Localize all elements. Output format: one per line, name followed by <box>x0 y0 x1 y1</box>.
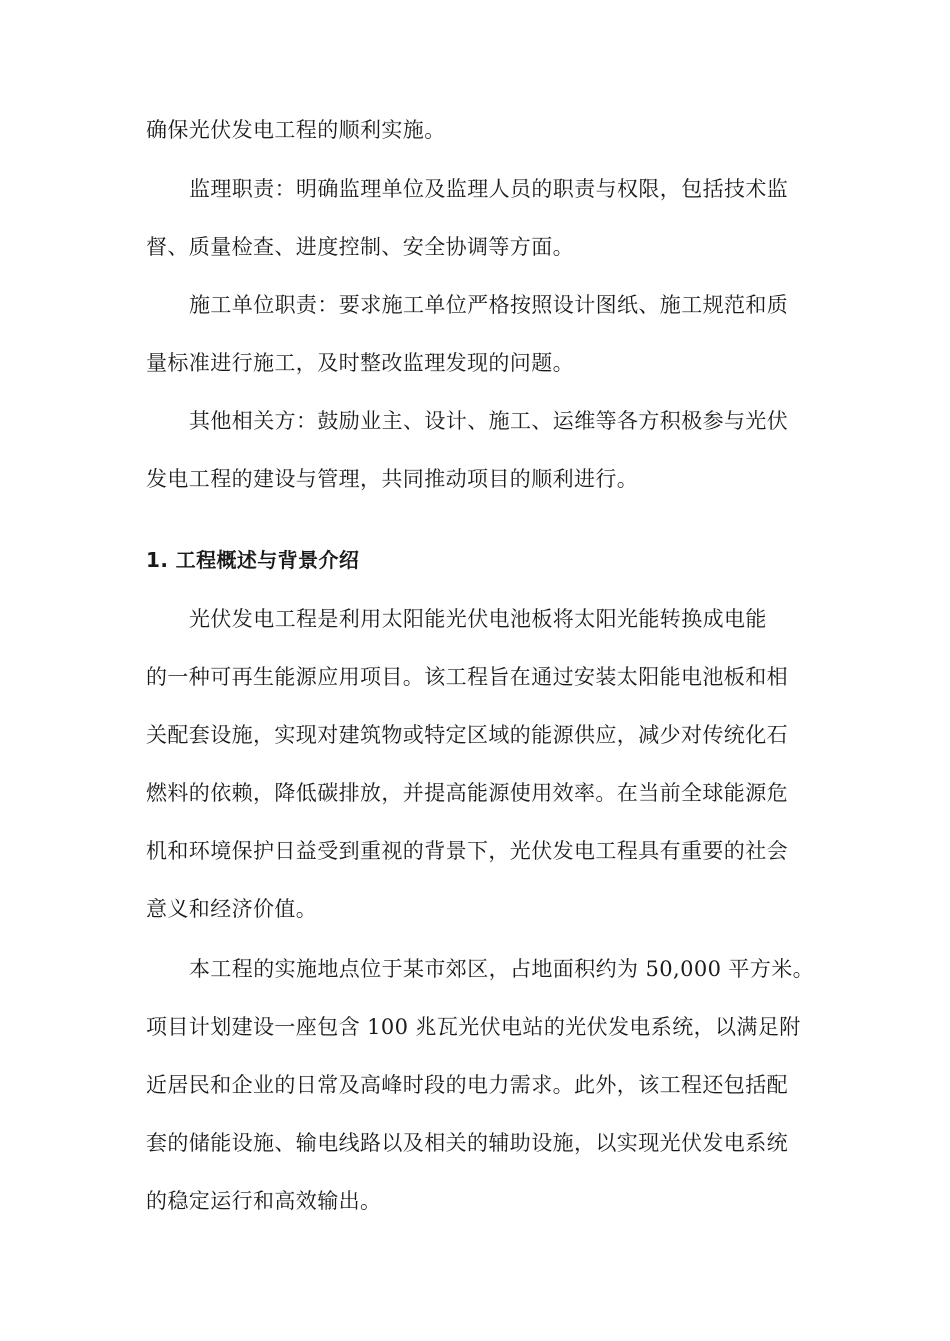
paragraph-line: 监理职责：明确监理单位及监理人员的职责与权限，包括技术监 <box>189 177 789 201</box>
paragraph-line: 本工程的实施地点位于某市郊区，占地面积约为 50,000 平方米。 <box>189 957 815 981</box>
paragraph-line: 的一种可再生能源应用项目。该工程旨在通过安装太阳能电池板和相 <box>146 665 788 689</box>
paragraph-line: 发电工程的建设与管理，共同推动项目的顺利进行。 <box>146 467 639 491</box>
paragraph-line: 施工单位职责：要求施工单位严格按照设计图纸、施工规范和质 <box>189 293 789 317</box>
paragraph-line: 项目计划建设一座包含 100 兆瓦光伏电站的光伏发电系统，以满足附 <box>146 1015 801 1039</box>
paragraph-line: 量标准进行施工，及时整改监理发现的问题。 <box>146 351 574 375</box>
section-heading: 1. 工程概述与背景介绍 <box>146 548 360 572</box>
paragraph-line: 机和环境保护日益受到重视的背景下，光伏发电工程具有重要的社会 <box>146 839 788 863</box>
paragraph-line: 的稳定运行和高效输出。 <box>146 1189 382 1213</box>
paragraph-line: 光伏发电工程是利用太阳能光伏电池板将太阳光能转换成电能 <box>189 607 767 631</box>
paragraph-line: 近居民和企业的日常及高峰时段的电力需求。此外，该工程还包括配 <box>146 1073 788 1097</box>
paragraph-line: 确保光伏发电工程的顺利实施。 <box>146 118 446 142</box>
paragraph-line: 燃料的依赖，降低碳排放，并提高能源使用效率。在当前全球能源危 <box>146 781 788 805</box>
paragraph-line: 套的储能设施、输电线路以及相关的辅助设施，以实现光伏发电系统 <box>146 1131 788 1155</box>
paragraph-line: 关配套设施，实现对建筑物或特定区域的能源供应，减少对传统化石 <box>146 723 788 747</box>
paragraph-line: 督、质量检查、进度控制、安全协调等方面。 <box>146 235 574 259</box>
paragraph-line: 意义和经济价值。 <box>146 897 318 921</box>
paragraph-line: 其他相关方：鼓励业主、设计、施工、运维等各方积极参与光伏 <box>189 409 789 433</box>
